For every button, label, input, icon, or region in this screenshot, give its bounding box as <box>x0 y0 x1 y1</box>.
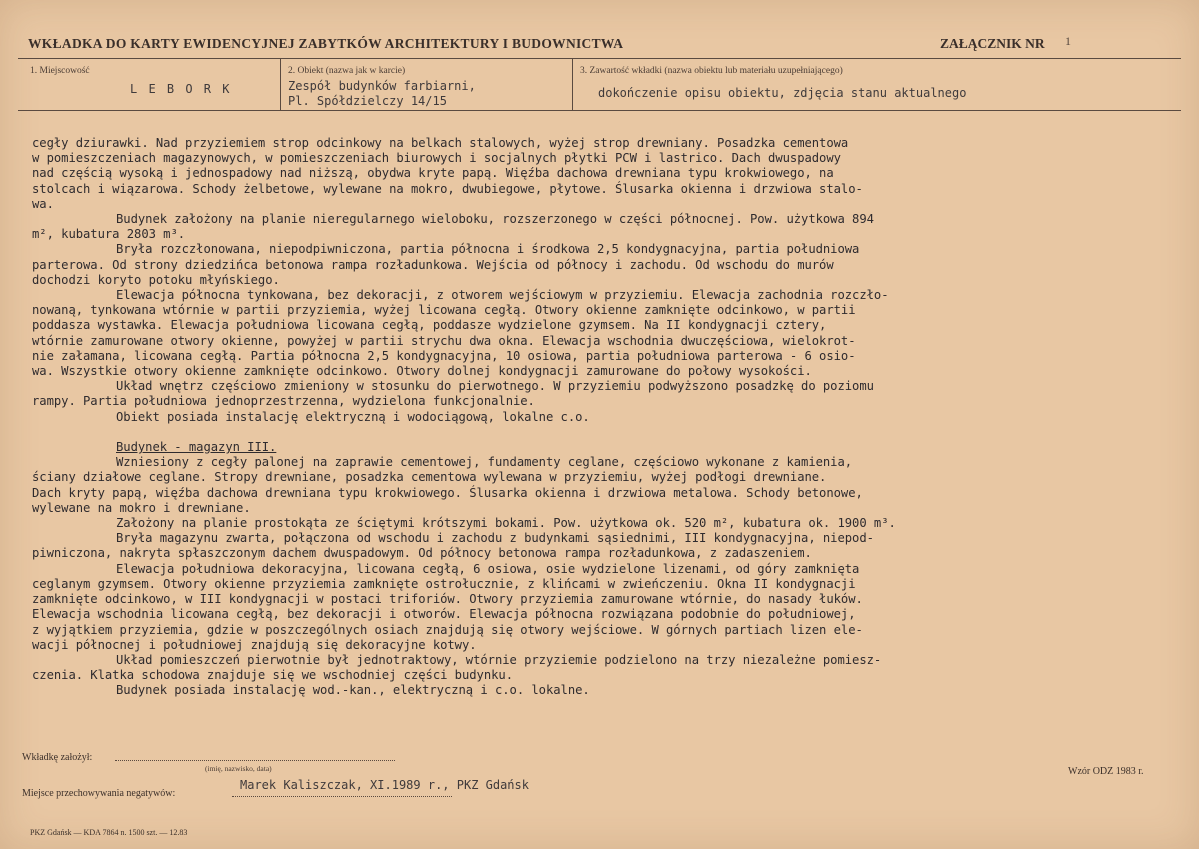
text-line: stolcach i wiązarowa. Schody żelbetowe, wylewane na mokro, dwubiegowe, płytowe. Ślusarka okienna i drzwiowa stalo- <box>32 181 863 196</box>
text-line: Bryła rozczłonowana, niepodpiwniczona, partia północna i środkowa 2,5 kondygnacyjna, partia południowa <box>116 242 860 257</box>
text-line: wylewane na mokro i drewniane. <box>32 500 251 515</box>
compiled-by-label: Wkładkę założył: <box>22 752 93 763</box>
place-label: 1. Miejscowość <box>30 66 90 76</box>
text-line: dochodzi koryto potoku młyńskiego. <box>32 272 280 287</box>
place-value: L E B O R K <box>130 82 232 96</box>
text-line: czenia. Klatka schodowa znajduje się we wschodniej części budynku. <box>32 668 513 683</box>
text-line: wa. <box>32 196 54 211</box>
negatives-label: Miejsce przechowywania negatywów: <box>22 788 176 799</box>
text-line: Bryła magazynu zwarta, połączona od wschodu i zachodu z budynkami sąsiednimi, III kondygnacyjna, niepod- <box>116 531 874 546</box>
description-text <box>32 136 1190 699</box>
attachment-label: ZAŁĄCZNIK NR <box>940 36 1045 51</box>
text-line: Elewacja południowa dekoracyjna, licowana cegłą, 6 osiowa, osie wydzielone lizenami, od góry zamknięta <box>116 561 860 576</box>
text-line: parterowa. Od strony dziedzińca betonowa rampa rozładunkowa. Wejścia od północy i zachodu. Od wschodu do murów <box>32 257 834 272</box>
text-line: Dach kryty papą, więźba dachowa drewniana typu krokwiowego. Ślusarka okienna i drzwiowa metalowa. Schody betonowe, <box>32 485 863 500</box>
form-reference: Wzór ODZ 1983 r. <box>1068 766 1144 777</box>
field-divider-1 <box>280 58 281 110</box>
text-line: Elewacja wschodnia licowana cegłą, bez dekoracji i otworów. Elewacja północna rozwiązana podobnie do południowej, <box>32 607 856 622</box>
object-label: 2. Obiekt (nazwa jak w karcie) <box>288 66 406 76</box>
section-heading: Budynek - magazyn III. <box>116 440 277 455</box>
negatives-value: Marek Kaliszczak, XI.1989 r., PKZ Gdańsk <box>240 778 529 792</box>
object-value-line2: Pl. Spółdzielczy 14/15 <box>288 94 447 108</box>
compiled-by-line <box>115 760 395 761</box>
field-divider-2 <box>572 58 573 110</box>
text-line: zamknięte odcinkowo, w III kondygnacji w postaci triforiów. Otwory przyziemia zamurowane wtórnie, do nasady łuków. <box>32 592 863 607</box>
text-line: piwniczona, nakryta spłaszczonym dachem dwuspadowym. Od północy betonowa rampa rozładunkowa, z zadaszeniem. <box>32 546 812 561</box>
text-line: Elewacja północna tynkowana, bez dekoracji, z otworem wejściowym w przyziemiu. Elewacja zachodnia rozczło- <box>116 288 889 303</box>
printer-imprint: PKZ Gdańsk — KDA 7864 n. 1500 szt. — 12.83 <box>30 828 188 837</box>
text-line: Budynek posiada instalację wod.-kan., elektryczną i c.o. lokalne. <box>116 683 590 698</box>
text-line: wa. Wszystkie otwory okienne zamknięte odcinkowo. Otwory dolnej kondygnacji zamurowane do połowy wysokości. <box>32 364 812 379</box>
text-line: rampy. Partia południowa jednoprzestrzenna, wydzielona funkcjonalnie. <box>32 394 535 409</box>
content-value: dokończenie opisu obiektu, zdjęcia stanu aktualnego <box>598 86 967 100</box>
text-line: Założony na planie prostokąta ze ściętymi krótszymi bokami. Pow. użytkowa ok. 520 m², kubatura ok. 1900 m³. <box>116 516 896 531</box>
text-line: nowaną, tynkowana wtórnie w partii przyziemia, wyżej licowana cegłą. Otwory okienne zamknięte odcinkowo, w partii <box>32 303 856 318</box>
text-line: nie załamana, licowana cegłą. Partia północna 2,5 kondygnacyjna, 10 osiowa, partia południowa parterowa - 6 osio- <box>32 348 856 363</box>
text-line: Układ pomieszczeń pierwotnie był jednotraktowy, wtórnie przyziemie podzielono na trzy niezależne pomiesz- <box>116 652 882 667</box>
text-line: Obiekt posiada instalację elektryczną i wodociągową, lokalne c.o. <box>116 409 590 424</box>
negatives-line <box>232 796 452 797</box>
attachment-number: 1 <box>1065 34 1071 48</box>
text-line: ściany działowe ceglane. Stropy drewniane, posadzka cementowa wylewana w przyziemiu, wyżej podłogi drewniane. <box>32 470 827 485</box>
header-rule-top <box>18 58 1181 59</box>
text-line: wtórnie zamurowane otwory okienne, powyżej w partii strychu dwa okna. Elewacja wschodnia dwuczęściowa, wielokrot- <box>32 333 856 348</box>
text-line: cegły dziurawki. Nad przyziemiem strop odcinkowy na belkach stalowych, wyżej strop drewniany. Posadzka cementowa <box>32 136 849 150</box>
text-line: wacji północnej i południowej znajdują się dekoracyjne kotwy. <box>32 637 477 652</box>
text-line <box>32 425 1190 440</box>
text-line: Układ wnętrz częściowo zmieniony w stosunku do pierwotnego. W przyziemiu podwyższono posadzkę do poziomu <box>116 379 874 394</box>
form-title: WKŁADKA DO KARTY EWIDENCYJNEJ ZABYTKÓW ARCHITEKTURY I BUDOWNICTWA <box>28 36 624 51</box>
header-rule-bottom <box>18 110 1181 111</box>
text-line: poddasza wystawka. Elewacja południowa licowana cegłą, poddasze wydzielone gzymsem. Na II kondygnacji cztery, <box>32 318 827 333</box>
text-line: ceglanym gzymsem. Otwory okienne przyziemia zamknięte ostrołucznie, z klińcami w zwieńczeniu. Okna II kondygnacji <box>32 576 856 591</box>
text-line: Budynek założony na planie nieregularnego wieloboku, rozszerzonego w części północnej. Pow. użytkowa 894 <box>116 212 874 227</box>
text-line: m², kubatura 2803 m³. <box>32 227 186 242</box>
text-line: z wyjątkiem przyziemia, gdzie w poszczególnych osiach znajdują się otwory wejściowe. W górnych partiach lizen ele- <box>32 622 863 637</box>
content-label: 3. Zawartość wkładki (nazwa obiektu lub materiału uzupełniającego) <box>580 66 843 76</box>
object-value-line1: Zespół budynków farbiarni, <box>288 79 476 93</box>
text-line: nad częścią wysoką i jednospadowy nad niższą, obydwa kryte papą. Więźba dachowa drewniana typu krokwiowego, na <box>32 166 834 181</box>
compiled-by-sublabel: (imię, nazwisko, data) <box>205 764 272 773</box>
text-line: w pomieszczeniach magazynowych, w pomieszczeniach biurowych i socjalnych płytki PCW i lastrico. Dach dwuspadowy <box>32 151 841 166</box>
text-line: Wzniesiony z cegły palonej na zaprawie cementowej, fundamenty ceglane, częściowo wykonane z kamienia, <box>116 455 853 470</box>
